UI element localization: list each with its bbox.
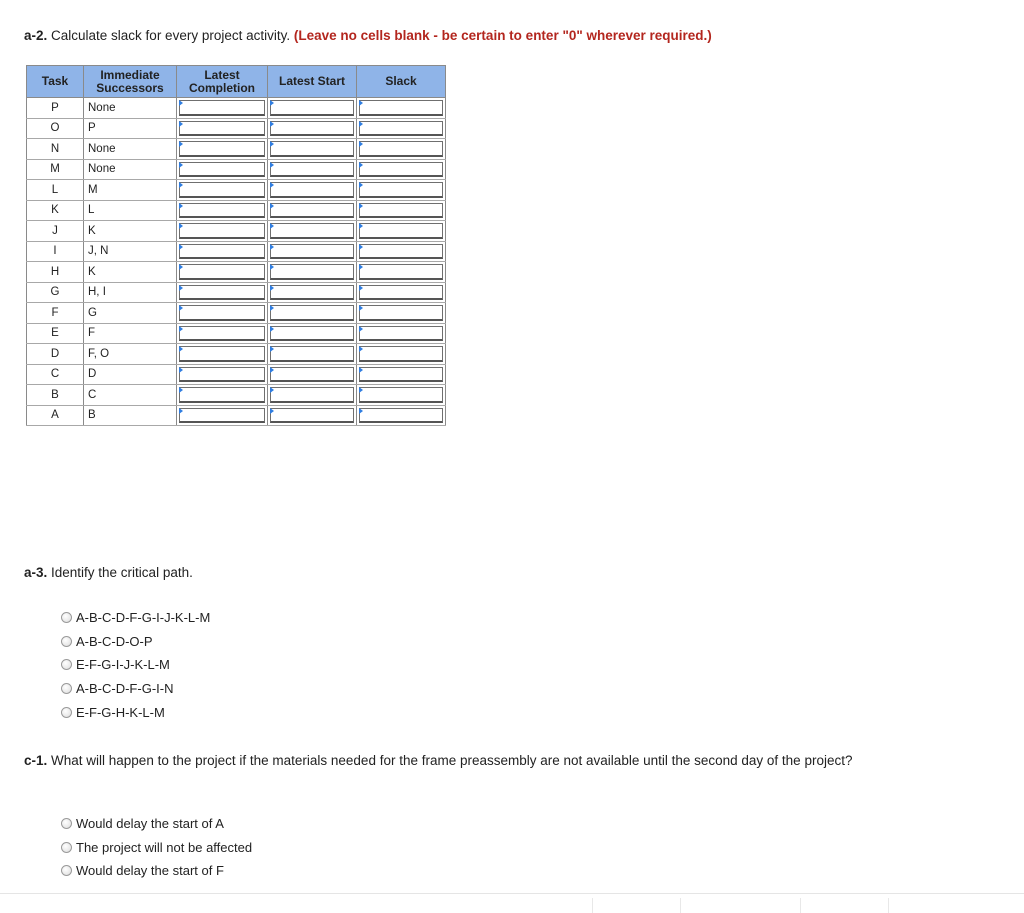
slack-input[interactable] — [357, 241, 446, 262]
latest-completion-input[interactable] — [177, 262, 268, 283]
slack-input[interactable] — [357, 180, 446, 201]
delay-option[interactable] — [61, 836, 252, 860]
header-latest-completion: Latest Completion — [177, 66, 268, 98]
radio-button[interactable] — [61, 842, 72, 853]
latest-start-input[interactable] — [268, 282, 357, 303]
successors-cell: M — [84, 180, 177, 201]
latest-completion-input[interactable] — [177, 241, 268, 262]
task-cell: H — [27, 262, 84, 283]
task-cell: L — [27, 180, 84, 201]
input-flag-icon — [270, 244, 274, 250]
input-flag-icon — [270, 367, 274, 373]
successors-cell: K — [84, 262, 177, 283]
latest-completion-input[interactable] — [177, 98, 268, 119]
input-flag-icon — [359, 326, 363, 332]
latest-start-input[interactable] — [268, 303, 357, 324]
delay-option[interactable] — [61, 812, 252, 836]
table-row — [27, 405, 446, 426]
slack-input[interactable] — [357, 323, 446, 344]
input-flag-icon — [179, 264, 183, 270]
table-row — [27, 200, 446, 221]
option-label: Would delay the start of A — [76, 816, 224, 832]
slack-input[interactable] — [357, 159, 446, 180]
input-flag-icon — [270, 182, 274, 188]
latest-start-input[interactable] — [268, 139, 357, 160]
question-a3-label: a-3. — [24, 565, 48, 580]
successors-cell: J, N — [84, 241, 177, 262]
table-row — [27, 282, 446, 303]
slack-input[interactable] — [357, 282, 446, 303]
successors-cell: L — [84, 200, 177, 221]
task-cell: B — [27, 385, 84, 406]
table-row — [27, 221, 446, 242]
slack-input[interactable] — [357, 405, 446, 426]
option-label: Would delay the start of F — [76, 863, 224, 879]
table-row — [27, 344, 446, 365]
radio-button[interactable] — [61, 683, 72, 694]
table-row — [27, 323, 446, 344]
critical-path-options — [61, 606, 210, 724]
task-cell: D — [27, 344, 84, 365]
latest-start-input[interactable] — [268, 344, 357, 365]
latest-completion-input[interactable] — [177, 159, 268, 180]
input-flag-icon — [270, 264, 274, 270]
slack-input[interactable] — [357, 118, 446, 139]
footer-divider — [888, 898, 889, 913]
latest-completion-input[interactable] — [177, 118, 268, 139]
input-flag-icon — [359, 244, 363, 250]
input-flag-icon — [359, 367, 363, 373]
input-flag-icon — [270, 223, 274, 229]
latest-start-input[interactable] — [268, 262, 357, 283]
task-cell: G — [27, 282, 84, 303]
latest-start-input[interactable] — [268, 405, 357, 426]
successors-cell: F, O — [84, 344, 177, 365]
header-task: Task — [27, 66, 84, 98]
successors-cell: None — [84, 139, 177, 160]
radio-button[interactable] — [61, 659, 72, 670]
critical-path-option[interactable] — [61, 700, 210, 724]
input-flag-icon — [359, 387, 363, 393]
successors-cell: D — [84, 364, 177, 385]
radio-button[interactable] — [61, 636, 72, 647]
radio-button[interactable] — [61, 612, 72, 623]
input-flag-icon — [179, 244, 183, 250]
successors-cell: G — [84, 303, 177, 324]
input-flag-icon — [270, 387, 274, 393]
critical-path-option[interactable] — [61, 653, 210, 677]
input-flag-icon — [270, 285, 274, 291]
task-cell: F — [27, 303, 84, 324]
critical-path-option[interactable] — [61, 630, 210, 654]
latest-completion-input[interactable] — [177, 303, 268, 324]
question-a3 — [24, 565, 193, 580]
input-flag-icon — [270, 408, 274, 414]
latest-start-input[interactable] — [268, 364, 357, 385]
input-flag-icon — [359, 285, 363, 291]
input-flag-icon — [179, 367, 183, 373]
task-cell: I — [27, 241, 84, 262]
latest-start-input[interactable] — [268, 118, 357, 139]
table-row — [27, 385, 446, 406]
latest-completion-input[interactable] — [177, 344, 268, 365]
task-cell: A — [27, 405, 84, 426]
input-flag-icon — [359, 305, 363, 311]
latest-start-input[interactable] — [268, 323, 357, 344]
slack-input[interactable] — [357, 303, 446, 324]
slack-table — [26, 65, 446, 426]
latest-start-input[interactable] — [268, 221, 357, 242]
input-flag-icon — [179, 223, 183, 229]
slack-input[interactable] — [357, 139, 446, 160]
task-cell: P — [27, 98, 84, 119]
option-label: The project will not be affected — [76, 839, 253, 855]
input-flag-icon — [270, 305, 274, 311]
header-latest-start: Latest Start — [268, 66, 357, 98]
input-flag-icon — [359, 162, 363, 168]
input-flag-icon — [270, 326, 274, 332]
slack-input[interactable] — [357, 221, 446, 242]
option-label: A-B-C-D-F-G-I-N — [76, 681, 174, 697]
table-row — [27, 98, 446, 119]
question-c1 — [24, 753, 864, 769]
slack-input[interactable] — [357, 98, 446, 119]
input-flag-icon — [359, 264, 363, 270]
latest-start-input[interactable] — [268, 159, 357, 180]
task-cell: C — [27, 364, 84, 385]
slack-input[interactable] — [357, 344, 446, 365]
question-c1-label: c-1. — [24, 753, 48, 768]
latest-completion-input[interactable] — [177, 139, 268, 160]
question-a2-label: a-2. — [24, 28, 48, 43]
input-flag-icon — [179, 326, 183, 332]
slack-input[interactable] — [357, 200, 446, 221]
input-flag-icon — [179, 100, 183, 106]
slack-input[interactable] — [357, 262, 446, 283]
input-flag-icon — [179, 408, 183, 414]
input-flag-icon — [179, 285, 183, 291]
slack-input[interactable] — [357, 364, 446, 385]
option-label: E-F-G-I-J-K-L-M — [76, 657, 170, 673]
radio-button[interactable] — [61, 707, 72, 718]
table-row — [27, 159, 446, 180]
latest-completion-input[interactable] — [177, 180, 268, 201]
critical-path-option[interactable] — [61, 677, 210, 701]
table-row — [27, 180, 446, 201]
task-cell: O — [27, 118, 84, 139]
latest-start-input[interactable] — [268, 385, 357, 406]
successors-cell: None — [84, 98, 177, 119]
input-flag-icon — [179, 346, 183, 352]
table-row — [27, 364, 446, 385]
successors-cell: B — [84, 405, 177, 426]
input-flag-icon — [359, 100, 363, 106]
table-header-row — [27, 66, 446, 98]
successors-cell: H, I — [84, 282, 177, 303]
input-flag-icon — [359, 121, 363, 127]
successors-cell: None — [84, 159, 177, 180]
latest-completion-input[interactable] — [177, 405, 268, 426]
input-flag-icon — [270, 162, 274, 168]
successors-cell: K — [84, 221, 177, 242]
critical-path-option[interactable] — [61, 606, 210, 630]
question-a2 — [24, 28, 712, 43]
input-flag-icon — [179, 387, 183, 393]
header-immediate-successors: Immediate Successors — [84, 66, 177, 98]
input-flag-icon — [179, 305, 183, 311]
input-flag-icon — [270, 346, 274, 352]
input-flag-icon — [179, 203, 183, 209]
input-flag-icon — [270, 100, 274, 106]
option-label: A-B-C-D-F-G-I-J-K-L-M — [76, 610, 211, 626]
latest-completion-input[interactable] — [177, 385, 268, 406]
radio-button[interactable] — [61, 865, 72, 876]
latest-start-input[interactable] — [268, 180, 357, 201]
task-cell: E — [27, 323, 84, 344]
question-a3-text: Identify the critical path. — [47, 565, 193, 580]
question-c1-text: What will happen to the project if the materials needed for the frame preassembly are not available until the second day of the project? — [47, 753, 853, 768]
latest-completion-input[interactable] — [177, 200, 268, 221]
input-flag-icon — [359, 408, 363, 414]
input-flag-icon — [179, 141, 183, 147]
footer-bar — [0, 893, 1024, 913]
input-flag-icon — [270, 203, 274, 209]
input-flag-icon — [270, 141, 274, 147]
slack-input[interactable] — [357, 385, 446, 406]
input-flag-icon — [359, 141, 363, 147]
successors-cell: C — [84, 385, 177, 406]
successors-cell: F — [84, 323, 177, 344]
latest-completion-input[interactable] — [177, 221, 268, 242]
latest-completion-input[interactable] — [177, 282, 268, 303]
latest-start-input[interactable] — [268, 200, 357, 221]
required-note: (Leave no cells blank - be certain to enter "0" wherever required.) — [293, 28, 712, 43]
input-flag-icon — [359, 203, 363, 209]
task-cell: K — [27, 200, 84, 221]
footer-divider — [800, 898, 801, 913]
footer-divider — [680, 898, 681, 913]
latest-completion-input[interactable] — [177, 364, 268, 385]
task-cell: N — [27, 139, 84, 160]
task-cell: J — [27, 221, 84, 242]
input-flag-icon — [359, 223, 363, 229]
latest-completion-input[interactable] — [177, 323, 268, 344]
delay-option[interactable] — [61, 859, 252, 883]
option-label: A-B-C-D-O-P — [76, 633, 153, 649]
delay-options — [61, 812, 252, 883]
task-cell: M — [27, 159, 84, 180]
latest-start-input[interactable] — [268, 241, 357, 262]
footer-divider — [592, 898, 593, 913]
latest-start-input[interactable] — [268, 98, 357, 119]
input-flag-icon — [179, 162, 183, 168]
question-a2-text: Calculate slack for every project activity. — [47, 28, 294, 43]
header-slack: Slack — [357, 66, 446, 98]
input-flag-icon — [270, 121, 274, 127]
input-flag-icon — [179, 121, 183, 127]
table-row — [27, 262, 446, 283]
table-row — [27, 241, 446, 262]
table-row — [27, 139, 446, 160]
input-flag-icon — [359, 182, 363, 188]
input-flag-icon — [359, 346, 363, 352]
table-row — [27, 303, 446, 324]
option-label: E-F-G-H-K-L-M — [76, 704, 165, 720]
input-flag-icon — [179, 182, 183, 188]
successors-cell: P — [84, 118, 177, 139]
radio-button[interactable] — [61, 818, 72, 829]
table-row — [27, 118, 446, 139]
